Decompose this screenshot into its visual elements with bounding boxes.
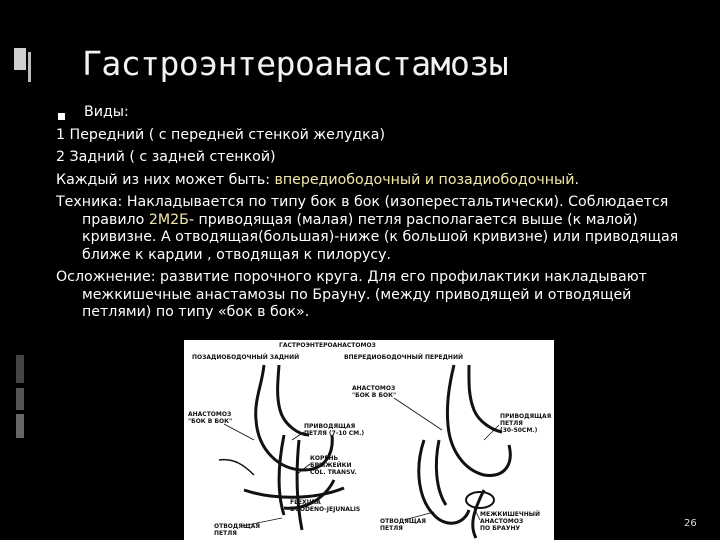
figure-left-title: ПОЗАДИОБОДОЧНЫЙ ЗАДНИЙ xyxy=(192,354,300,361)
technique-pre: Техника: Накладывается по типу бок в бок (изоперестальтически). Соблюдается правило xyxy=(56,194,669,228)
anastomosis-diagram xyxy=(184,340,554,540)
technique-post: - приводящая (малая) петля располагается выше (к малой) кривизне. А отводящая(большая)-ниже (к большой кривизне) или приводящая ближе к кардии , отводящая к пилорусу. xyxy=(82,211,679,263)
item-variants xyxy=(56,172,696,190)
complication-paragraph: Осложнение: развитие порочного круга. Для его профилактики накладывают межкишечные анастамозы по Брауну. (между приводящей и отводящей петлями) по типу «бок в бок». xyxy=(56,269,647,320)
variants-highlight: впередиободочный и позадиободочный xyxy=(274,171,575,188)
label-anast-left-1: АНАСТОМОЗ xyxy=(188,411,232,418)
decor-bar-top xyxy=(14,48,26,70)
label-privod-left-2: ПЕТЛЯ (7-10 СМ.) xyxy=(304,430,365,437)
variants-suffix: . xyxy=(574,171,579,188)
figure-right-title: ВПЕРЕДИОБОДОЧНЫЙ ПЕРЕДНИЙ xyxy=(344,354,463,361)
label-koren-1: КОРЕНЬ xyxy=(310,455,339,462)
label-flexura-1: FLEXURA xyxy=(290,499,321,506)
variants-prefix: Каждый из них может быть: xyxy=(56,171,275,188)
decor-bar-top-2 xyxy=(28,52,31,82)
decor-bar-bottom-3 xyxy=(16,414,24,438)
label-mezh-2: АНАСТОМОЗ xyxy=(480,518,524,525)
label-otvod-right-2: ПЕТЛЯ xyxy=(380,525,403,532)
page-number: 26 xyxy=(684,518,697,529)
label-privod-right-2: ПЕТЛЯ xyxy=(500,420,523,427)
label-privod-right-1: ПРИВОДЯЩАЯ xyxy=(500,413,552,420)
figure-header: ГАСТРОЭНТЕРОАНАСТОМОЗ xyxy=(279,342,376,349)
slide-title: Гастроэнтероанастамозы xyxy=(82,44,509,83)
label-koren-2: БРЫЖЕЙКИ xyxy=(310,462,352,469)
label-leader-lines xyxy=(224,398,499,526)
label-otvod-left-1: ОТВОДЯЩАЯ xyxy=(214,523,261,530)
label-anast-left-2: "БОК В БОК" xyxy=(188,418,233,425)
label-privod-left-1: ПРИВОДЯЩАЯ xyxy=(304,423,356,430)
label-anast-right-2: "БОК В БОК" xyxy=(352,392,397,399)
label-koren-3: COL. TRANSV. xyxy=(310,469,357,476)
technique-paragraph xyxy=(56,194,696,264)
technique-rule: 2М2Б xyxy=(148,211,189,228)
label-anast-right-1: АНАСТОМОЗ xyxy=(352,385,396,392)
decor-bar-bottom-2 xyxy=(16,388,24,410)
item-front: 1 Передний ( с передней стенкой желудка) xyxy=(56,126,385,143)
label-mezh-1: МЕЖКИШЕЧНЫЙ xyxy=(480,511,540,518)
label-mezh-3: ПО БРАУНУ xyxy=(480,525,521,532)
label-privod-right-3: (30-50СМ.) xyxy=(500,427,538,434)
label-flexura-2: DUODENO-JEJUNALIS xyxy=(290,506,361,513)
item-back: 2 Задний ( с задней стенкой) xyxy=(56,149,276,165)
slide-body xyxy=(56,104,696,322)
decor-bar-bottom-1 xyxy=(16,355,24,383)
label-otvod-left-2: ПЕТЛЯ xyxy=(214,530,237,537)
anastomosis-figure xyxy=(184,340,554,540)
bullet-text: Виды: xyxy=(84,104,129,120)
label-otvod-right-1: ОТВОДЯЩАЯ xyxy=(380,518,427,525)
